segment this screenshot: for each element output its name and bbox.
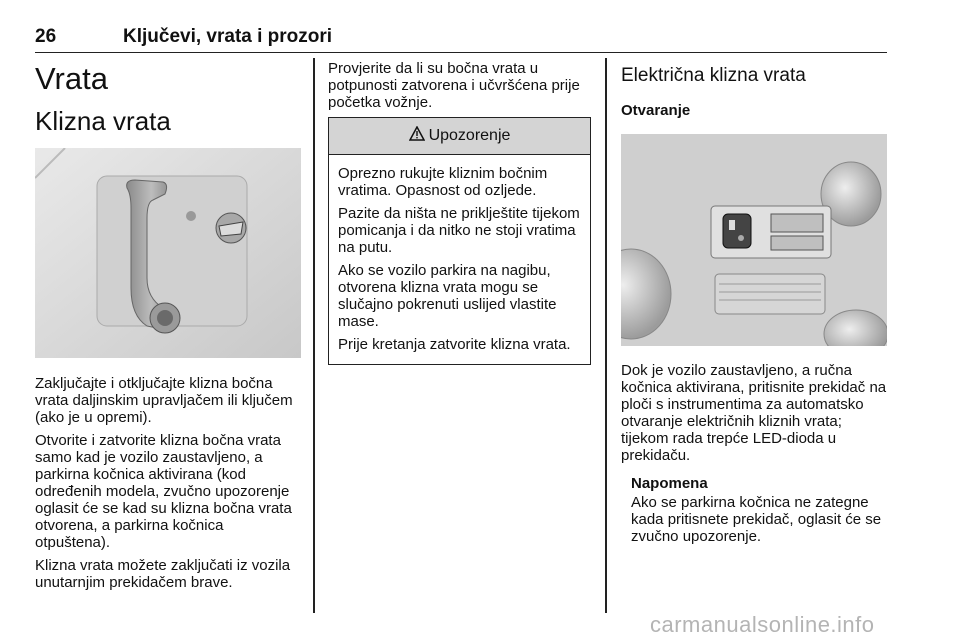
watermark: carmanualsonline.info bbox=[650, 612, 875, 637]
paragraph: Zaključajte i otključajte klizna bočna vrata daljinskim upravljačem ili ključem (ako je u opremi). bbox=[35, 375, 293, 426]
paragraph: Otvorite i zatvorite klizna bočna vrata samo kad je vozilo zaustavljeno, a parkirna kočnica aktivirana (kod određenih modela, zvučno upozorenje oglasit će se kad su klizna bočna vrata otvorena, a parkirna kočnica otpuštena). bbox=[35, 432, 292, 551]
middle-column bbox=[328, 60, 591, 365]
warning-header bbox=[329, 118, 590, 155]
warning-title: Upozorenje bbox=[428, 127, 511, 144]
section-heading: Električna klizna vrata bbox=[621, 65, 806, 86]
page-header bbox=[35, 26, 887, 53]
warning-paragraph: Oprezno rukujte kliznim bočnim vratima. Opasnost od ozljede. bbox=[338, 165, 548, 199]
warning-body bbox=[329, 155, 590, 364]
note bbox=[621, 474, 887, 545]
door-handle-illustration bbox=[35, 148, 301, 358]
column-divider bbox=[605, 58, 607, 613]
paragraph: Klizna vrata možete zaključati iz vozila unutarnjim prekidačem brave. bbox=[35, 557, 291, 591]
left-column bbox=[35, 60, 301, 597]
warning-box bbox=[328, 117, 591, 365]
column-divider bbox=[313, 58, 315, 613]
warning-triangle-icon bbox=[409, 126, 425, 146]
running-title: Ključevi, vrata i prozori bbox=[123, 26, 333, 47]
section-heading: Vrata bbox=[35, 61, 108, 96]
note-text: Ako se parkirna kočnica ne zategne kada pritisnete prekidač, oglasit će se zvučno upozorenje. bbox=[631, 494, 882, 545]
subsection-heading: Klizna vrata bbox=[35, 106, 171, 136]
right-column bbox=[621, 60, 887, 545]
dashboard-switch-illustration bbox=[621, 134, 887, 346]
warning-paragraph: Pazite da ništa ne priklještite tijekom pomicanja i da nitko ne stoji vratima na putu. bbox=[338, 205, 580, 256]
page-number: 26 bbox=[35, 26, 57, 47]
paragraph: Dok je vozilo zaustavljeno, a ručna kočnica aktivirana, pritisnite prekidač na ploči s instrumentima za automatsko otvaranje električnih kliznih vrata; tijekom rada trepće LED-dioda u prekidaču. bbox=[621, 362, 887, 464]
note-title: Napomena bbox=[631, 475, 708, 492]
warning-paragraph: Prije kretanja zatvorite klizna vrata. bbox=[338, 336, 571, 353]
subsection-heading: Otvaranje bbox=[621, 102, 691, 119]
intro-paragraph: Provjerite da li su bočna vrata u potpunosti zatvorena i učvršćena prije početka vožnje. bbox=[328, 60, 580, 111]
warning-paragraph: Ako se vozilo parkira na nagibu, otvorena klizna vrata mogu se slučajno pokrenuti uslijed vlastite mase. bbox=[338, 262, 557, 330]
